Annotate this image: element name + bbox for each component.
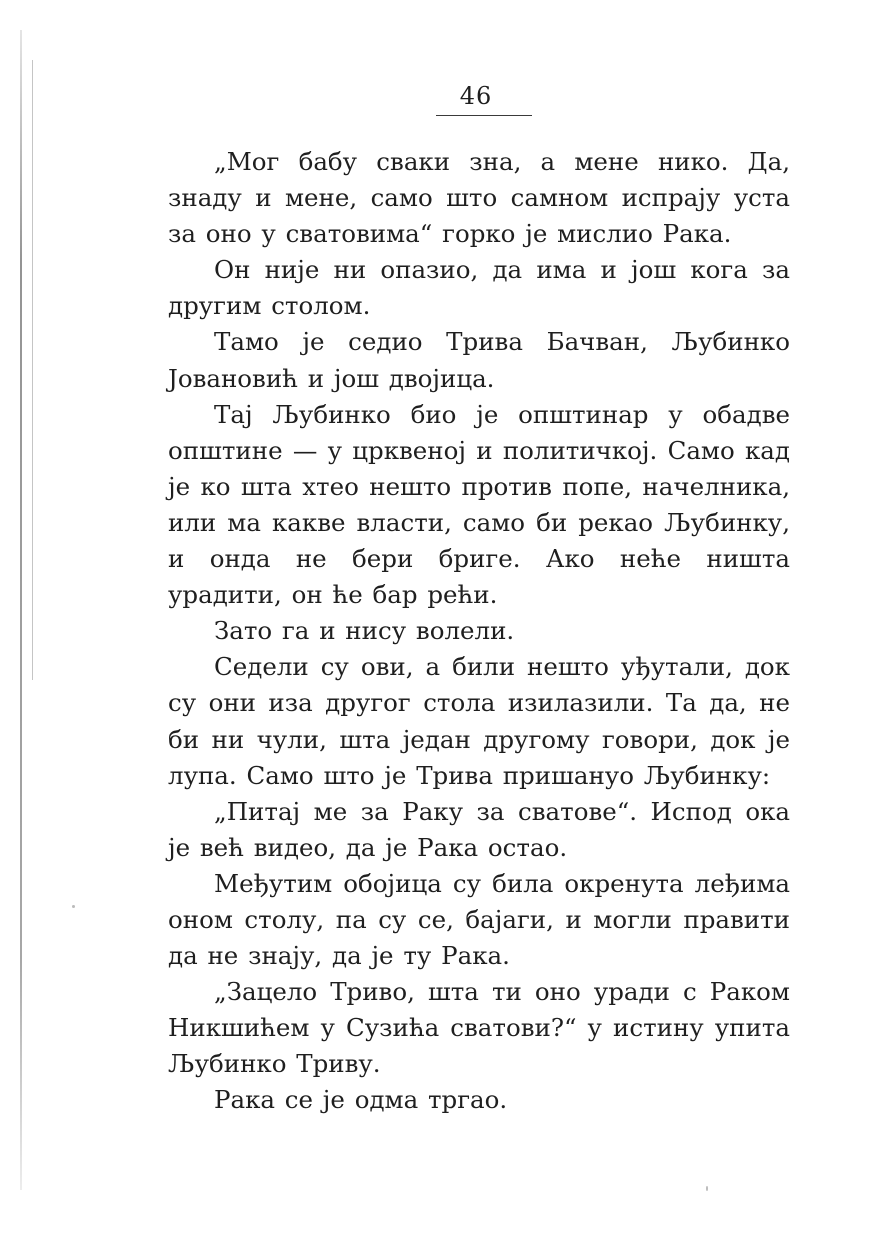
body-text bbox=[168, 144, 790, 1119]
paragraph-4: Тај Љубинко био је општинар у обадве општине — у црквеној и политичкој. Само кад је ко шта хтео нешто против попе, начелника, или ма какве власти, само би рекао Љубинку, и онда не бери бриге. Ако неће ништа урадити, он ће бар рећи. bbox=[168, 399, 790, 610]
paragraph-9: „Зацело Триво, шта ти оно уради с Раком Никшићем у Сузића сватови?“ у истину упита Љубинко Триву. bbox=[168, 977, 790, 1079]
page-number-rule bbox=[436, 115, 532, 116]
paper-speck bbox=[706, 1186, 708, 1191]
paragraph-6: Седели су ови, а били нешто уђутали, док су они иза другог стола изилазили. Та да, не би ни чули, шта један другому говори, док је лупа. Само што је Трива пришануо Љубинку: bbox=[168, 652, 790, 790]
paragraph-5: Зато га и нису волели. bbox=[214, 616, 515, 646]
paragraph-3: Тамо је седио Трива Бачван, Љубинко Јовановић и још двојица. bbox=[168, 327, 790, 393]
binding-shadow bbox=[20, 30, 22, 1190]
paragraph-2: Он није ни опазио, да има и још кога за другим столом. bbox=[168, 255, 790, 321]
paragraph-7: „Питај ме за Раку за сватове“. Испод ока је већ видео, да је Рака остао. bbox=[168, 796, 790, 862]
page-number: 46 bbox=[459, 82, 493, 110]
paragraph-10: Рака се је одма тргао. bbox=[214, 1085, 508, 1115]
paragraph-8: Међутим обојица су била окренута леђима оном столу, па су се, бајаги, и могли правити да не знају, да је ту Рака. bbox=[168, 868, 790, 971]
paragraph-1: „Мог бабу сваки зна, а мене нико. Да, знаду и мене, само што самном испрају уста за оно у сватовима“ горко је мислио Рака. bbox=[168, 147, 790, 249]
binding-shadow-inner bbox=[32, 60, 33, 680]
paper-speck bbox=[72, 905, 75, 908]
